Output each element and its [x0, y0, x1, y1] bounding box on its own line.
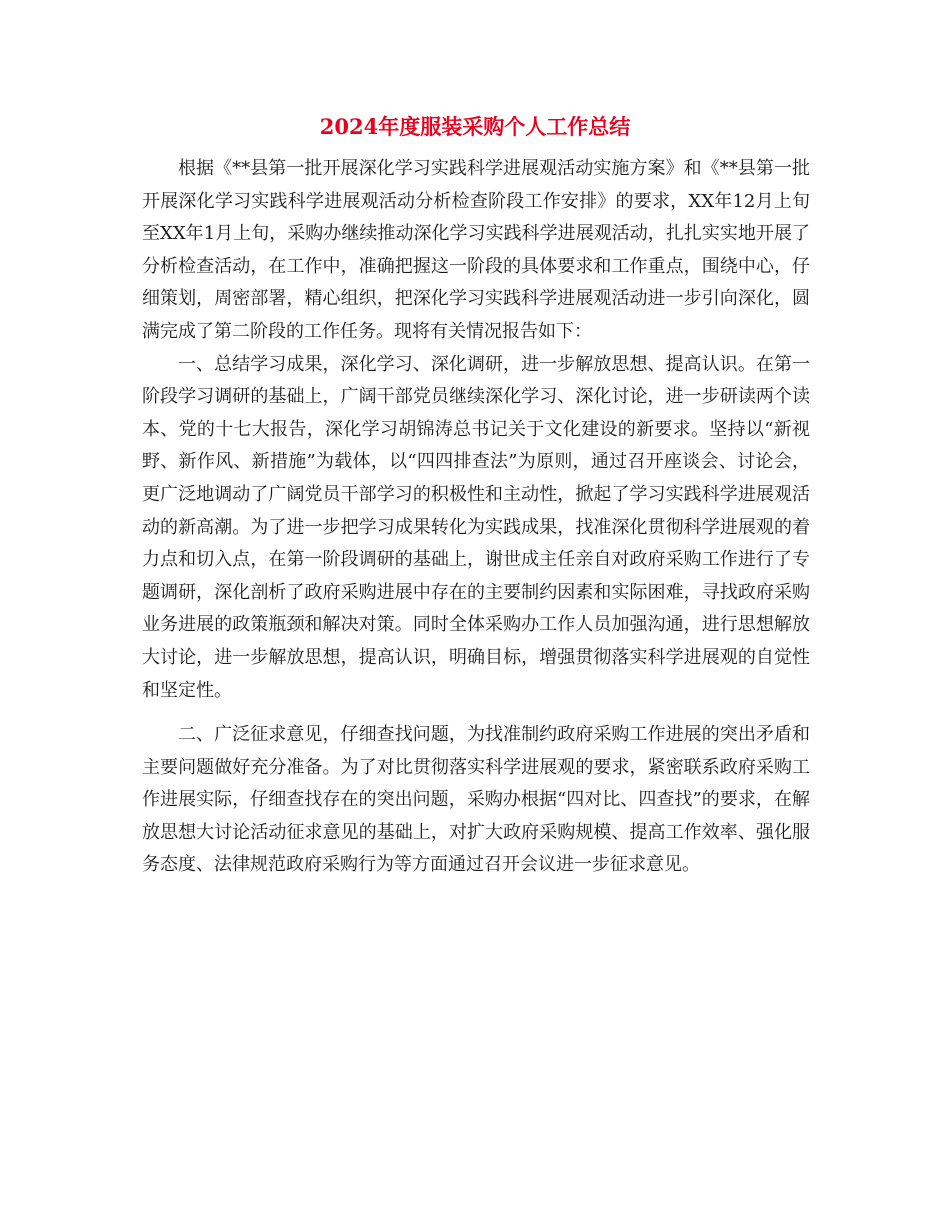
document-body: [142, 153, 810, 882]
document-title: 2024年度服装采购个人工作总结: [319, 114, 631, 139]
paragraph-section-one: 一、总结学习成果，深化学习、深化调研，进一步解放思想、提高认识。在第一阶段学习调研的基础上，广阔干部党员继续深化学习、深化讨论，进一步研读两个读本、党的十七大报告，深化学习胡锦涛总书记关于文化建设的新要求。坚持以“新视野、新作风、新措施”为载体，以“四四排查法”为原则，通过召开座谈会、讨论会，更广泛地调动了广阔党员干部学习的积极性和主动性，掀起了学习实践科学进展观活动的新高潮。为了进一步把学习成果转化为实践成果，找准深化贯彻科学进展观的着力点和切入点，在第一阶段调研的基础上，谢世成主任亲自对政府采购工作进行了专题调研，深化剖析了政府采购进展中存在的主要制约因素和实际困难，寻找政府采购业务进展的政策瓶颈和解决对策。同时全体采购办工作人员加强沟通，进行思想解放大讨论，进一步解放思想，提高认识，明确目标，增强贯彻落实科学进展观的自觉性和坚定性。: [142, 353, 810, 701]
paragraph-section-two: 二、广泛征求意见，仔细查找问题，为找准制约政府采购工作进展的突出矛盾和主要问题做好充分准备。为了对比贯彻落实科学进展观的要求，紧密联系政府采购工作进展实际，仔细查找存在的突出问题，采购办根据“四对比、四查找”的要求，在解放思想大讨论活动征求意见的基础上，对扩大政府采购规模、提高工作效率、强化服务态度、法律规范政府采购行为等方面通过召开会议进一步征求意见。: [142, 724, 810, 876]
paragraph-intro: 根据《**县第一批开展深化学习实践科学进展观活动实施方案》和《**县第一批开展深化学习实践科学进展观活动分析检查阶段工作安排》的要求，XX年12月上旬至XX年1月上旬，采购办继续推动深化学习实践科学进展观活动，扎扎实实地开展了分析检查活动，在工作中，准确把握这一阶段的具体要求和工作重点，围绕中心，仔细策划，周密部署，精心组织，把深化学习实践科学进展观活动进一步引向深化，圆满完成了第二阶段的工作任务。现将有关情况报告如下：: [142, 158, 810, 342]
